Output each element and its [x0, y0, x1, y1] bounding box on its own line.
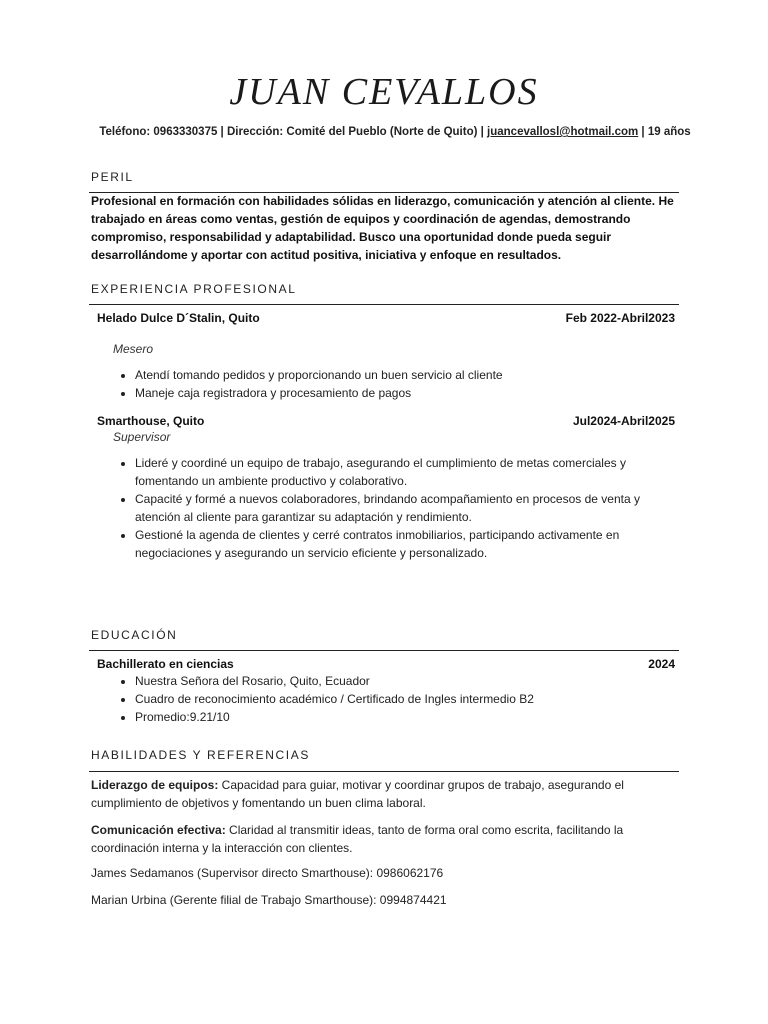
skill-description: Capacidad para guiar, motivar y coordinar grupos de trabajo, asegurando el cumplimiento de objetivos y fomentando un buen clima laboral. [91, 778, 624, 810]
list-item: • Cuadro de reconocimiento académico / Certificado de Ingles intermedio B2 [135, 690, 675, 708]
job-duties [113, 366, 675, 402]
education-details [113, 672, 675, 726]
candidate-name: JUAN CEVALLOS [229, 71, 539, 113]
job-header [97, 311, 675, 325]
section-divider [89, 771, 679, 772]
skill-label: Comunicación efectiva: [91, 823, 226, 837]
section-title-profile: PERIL [91, 170, 134, 184]
age: | 19 años [638, 126, 691, 138]
section-divider [89, 650, 679, 651]
list-item: • Promedio:9.21/10 [135, 708, 675, 726]
graduation-year: 2024 [648, 657, 675, 671]
skill-description: Claridad al transmitir ideas, tanto de forma oral como escrita, facilitando la coordinación interna y la interacción con clientes. [91, 823, 624, 855]
profile-summary: Profesional en formación con habilidades sólidas en liderazgo, comunicación y atención al cliente. He trabajado en áreas como ventas, gestión de equipos y coordinación de agendas, demostrando compromiso, responsabilidad y adaptabilidad. Busco una oportunidad donde pueda seguir desarrollándome y aportar con actitud positiva, iniciativa y enfoque en resultados. [91, 194, 674, 262]
email-link[interactable]: juancevallosl@hotmail.com [487, 126, 639, 138]
education-header [97, 657, 675, 671]
list-item: • Lideré y coordiné un equipo de trabajo, asegurando el cumplimiento de metas comerciales y fomentando un ambiente productivo y colaborativo. [135, 454, 675, 490]
reference-item: James Sedamanos (Supervisor directo Smarthouse): 0986062176 [91, 866, 444, 880]
job-header [97, 414, 675, 428]
skill-item [91, 776, 677, 812]
section-divider [89, 304, 679, 305]
degree: Bachillerato en ciencias [97, 657, 234, 671]
contact-line [0, 126, 768, 138]
contact-details: Teléfono: 0963330375 | Dirección: Comité del Pueblo (Norte de Quito) | [99, 126, 488, 138]
job-role: Supervisor [113, 430, 171, 444]
reference-item: Marian Urbina (Gerente filial de Trabajo Smarthouse): 0994874421 [91, 893, 447, 907]
job-role: Mesero [113, 342, 154, 356]
job-dates: Jul2024-Abril2025 [572, 414, 675, 428]
skill-item [91, 821, 677, 857]
list-item: • Capacité y formé a nuevos colaboradores, brindando acompañamiento en procesos de venta y atención al cliente para garantizar su adaptación y rendimiento. [135, 490, 675, 526]
job-duties [113, 454, 675, 562]
list-item: • Nuestra Señora del Rosario, Quito, Ecuador [135, 672, 675, 690]
section-title-skills: HABILIDADES Y REFERENCIAS [91, 748, 310, 762]
job-dates: Feb 2022-Abril2023 [565, 311, 675, 325]
skill-label: Liderazgo de equipos: [91, 778, 219, 792]
job-company: Smarthouse, Quito [97, 414, 205, 428]
job-company: Helado Dulce D´Stalin, Quito [97, 311, 260, 325]
section-title-experience: EXPERIENCIA PROFESIONAL [91, 282, 297, 296]
list-item: • Gestioné la agenda de clientes y cerré contratos inmobiliarios, participando activamente en negociaciones y asegurando un servicio eficiente y personalizado. [135, 526, 675, 562]
section-title-education: EDUCACIÓN [91, 628, 178, 642]
list-item: • Atendí tomando pedidos y proporcionando un buen servicio al cliente [135, 366, 675, 384]
list-item: • Maneje caja registradora y procesamiento de pagos [135, 384, 675, 402]
